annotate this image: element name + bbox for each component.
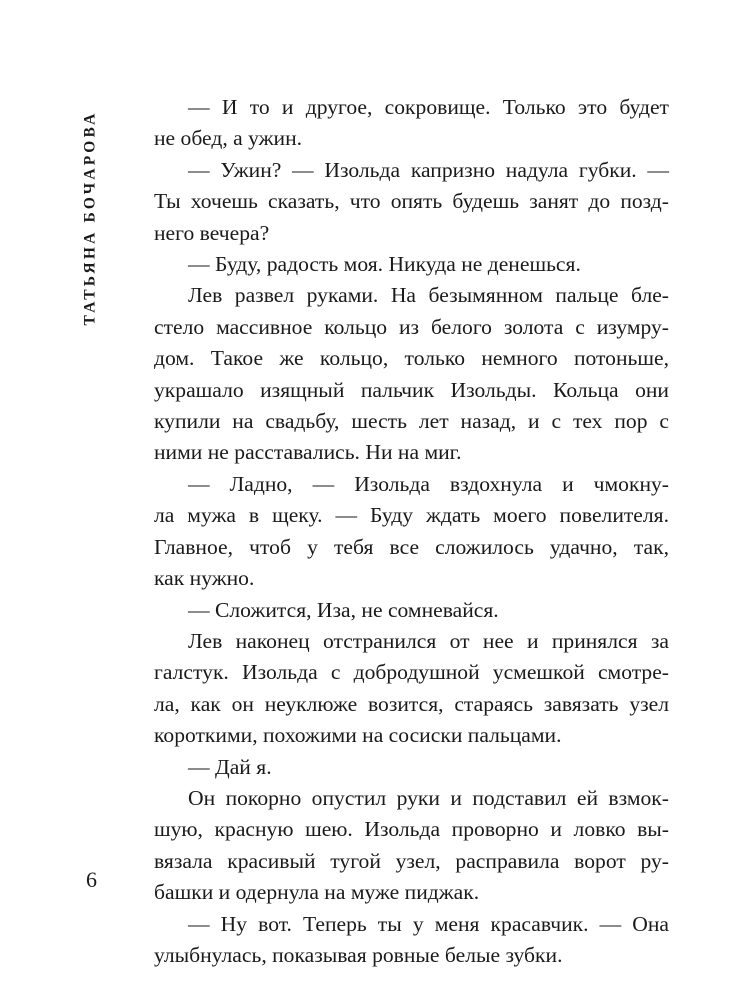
text-line: дом. Такое же кольцо, только немного потоньше, [154,346,669,371]
text-line: купили на свадьбу, шесть лет назад, и с тех пор с [154,409,669,434]
text-line: ла мужа в щеку. — Буду ждать моего повелителя. [154,503,669,528]
text-line: украшало изящный пальчик Изольды. Кольца они [154,377,669,402]
text-line: как нужно. [154,566,255,591]
text-line: короткими, похожими на сосиски пальцами. [154,723,562,748]
text-line: — Дай я. [188,754,272,779]
text-line: ними не расставались. Ни на миг. [154,440,462,465]
text-line: ла, как он неуклюже возится, стараясь завязать узел [154,691,669,716]
text-line: — Ладно, — Изольда вздохнула и чмокну- [188,471,669,496]
text-line: вязала красивый тугой узел, расправила ворот ру- [154,848,669,873]
text-line: — И то и другое, сокровище. Только это будет [188,95,669,119]
text-line: стело массивное кольцо из белого золота с изумру- [154,314,669,339]
text-line: Главное, чтоб у тебя все сложилось удачно, так, [154,534,669,559]
running-head-text: ТАТЬЯНА БОЧАРОВА [82,110,99,326]
text-line: Он покорно опустил руки и подставил ей взмок- [188,785,669,810]
text-line: галстук. Изольда с добродушной усмешкой смотре- [154,660,669,685]
text-line: — Буду, радость моя. Никуда не денешься. [188,252,581,277]
text-line: шую, красную шею. Изольда проворно и ловко вы- [154,817,669,842]
page-number: 6 [86,867,97,892]
text-line: башки и одернула на муже пиджак. [154,880,480,905]
text-line: — Сложится, Иза, не сомневайся. [188,597,499,622]
text-line: Лев развел руками. На безымянном пальце бле- [188,283,669,308]
text-line: него вечера? [154,220,270,245]
text-line: Ты хочешь сказать, что опять будешь занят до позд- [154,189,669,214]
body-text [154,92,669,971]
text-line: улыбнулась, показывая ровные белые зубки. [154,942,563,967]
text-line: — Ну вот. Теперь ты у меня красавчик. — Она [188,911,669,936]
text-line: — Ужин? — Изольда капризно надула губки. — [188,157,669,182]
text-line: не обед, а ужин. [154,126,303,151]
running-head [78,96,104,340]
text-line: Лев наконец отстранился от нее и принялся за [188,628,669,653]
